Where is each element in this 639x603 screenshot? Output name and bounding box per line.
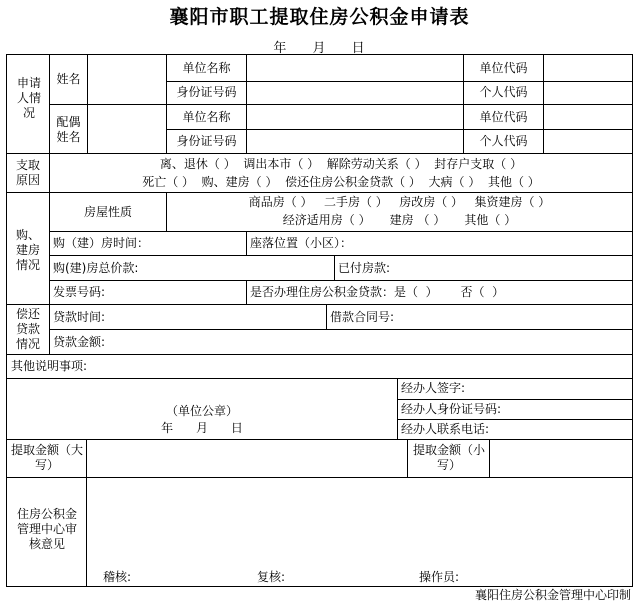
grid-line: [334, 255, 335, 280]
loan-time-field[interactable]: 贷款时间:: [53, 310, 106, 324]
seal-month: 月: [195, 421, 208, 435]
reason-section-label: 支取原因: [15, 158, 40, 187]
property-types-line1: 商品房（ ） 二手房（ ） 房改房（ ） 集资建房（ ）: [248, 195, 551, 209]
location-field[interactable]: 座落位置（小区）：: [250, 236, 353, 250]
amount-lower-label: 提取金额（小写）: [412, 443, 485, 472]
seal-date: [7, 421, 397, 435]
check-field[interactable]: 稽核:: [103, 570, 132, 584]
agent-signature-field[interactable]: 经办人签字:: [401, 381, 466, 395]
loan-section-label: 偿还贷款情况: [15, 307, 40, 351]
center-opinion-label: 住房公积金管理中心审核意见: [16, 507, 77, 551]
spouse-unit-name-label: 单位名称: [182, 110, 231, 124]
grid-line: [543, 55, 544, 153]
paid-amount-field[interactable]: 已付房款:: [338, 261, 391, 275]
grid-line: [7, 354, 632, 355]
property-type-label: 房屋性质: [83, 205, 132, 219]
grid-line: [50, 104, 632, 105]
seal-year: 年: [161, 421, 174, 435]
has-loan-field[interactable]: 是否办理住房公积金贷款：是（ ） 否（ ）: [250, 285, 505, 299]
grid-line: [167, 81, 632, 82]
grid-line: [50, 255, 632, 256]
grid-line: [7, 304, 632, 305]
agent-phone-field[interactable]: 经办人联系电话:: [401, 422, 490, 436]
operator-field[interactable]: 操作员:: [419, 570, 460, 584]
recheck-field[interactable]: 复核:: [257, 570, 286, 584]
housing-section-label: 购、建房情况: [15, 228, 40, 272]
form-table: [6, 54, 633, 587]
grid-line: [326, 304, 327, 329]
spouse-personal-code-label: 个人代码: [479, 134, 528, 148]
grid-line: [167, 129, 632, 130]
reason-options-line2: 死亡（ ） 购、建房（ ） 偿还住房公积金贷款（ ） 大病（ ） 其他（ ）: [142, 175, 540, 189]
grid-line: [7, 153, 632, 154]
grid-line: [246, 55, 247, 153]
grid-line: [7, 378, 632, 379]
grid-line: [489, 439, 490, 477]
grid-line: [50, 280, 632, 281]
date-month: 月: [312, 41, 327, 56]
name-label: 姓名: [56, 72, 81, 86]
unit-name-label: 单位名称: [182, 61, 231, 75]
grid-line: [87, 55, 88, 153]
form-title: 襄阳市职工提取住房公积金申请表: [169, 6, 470, 28]
unit-code-label: 单位代码: [479, 61, 528, 75]
spouse-id-number-label: 身份证号码: [176, 134, 237, 148]
amount-capital-label: 提取金额（大写）: [11, 443, 84, 472]
purchase-time-field[interactable]: 购（建）房时间：: [53, 236, 150, 250]
agent-id-number-field[interactable]: 经办人身份证号码:: [401, 402, 502, 416]
grid-line: [50, 329, 632, 330]
invoice-number-field[interactable]: 发票号码:: [53, 285, 106, 299]
grid-line: [397, 399, 632, 400]
seal-day: 日: [230, 421, 243, 435]
grid-line: [246, 280, 247, 304]
applicant-section-label: 申请人情况: [16, 76, 41, 120]
spouse-name-label: 配偶姓名: [56, 115, 81, 144]
id-number-label: 身份证号码: [176, 85, 237, 99]
total-price-field[interactable]: 购(建)房总价款:: [53, 261, 139, 275]
grid-line: [397, 419, 632, 420]
grid-line: [397, 378, 398, 439]
grid-line: [86, 439, 87, 586]
date-day: 日: [351, 41, 366, 56]
spouse-unit-code-label: 单位代码: [479, 110, 528, 124]
grid-line: [246, 231, 247, 255]
other-notes-label: 其他说明事项:: [11, 359, 88, 373]
grid-line: [7, 192, 632, 193]
loan-amount-field[interactable]: 贷款金额:: [53, 335, 106, 349]
date-year: 年: [273, 41, 288, 56]
grid-line: [50, 231, 632, 232]
reason-options-line1: 离、退休（ ） 调出本市（ ） 解除劳动关系（ ） 封存户支取（ ）: [159, 157, 523, 171]
grid-line: [407, 439, 408, 477]
grid-line: [7, 477, 632, 478]
property-types-line2: 经济适用房（ ） 建房 （ ） 其他（ ）: [282, 213, 517, 227]
personal-code-label: 个人代码: [479, 85, 528, 99]
footer-printer-note: 襄阳住房公积金管理中心印制: [474, 588, 631, 602]
unit-seal-label: （单位公章）: [165, 404, 238, 418]
grid-line: [7, 439, 632, 440]
contract-number-field[interactable]: 借款合同号:: [330, 310, 395, 324]
